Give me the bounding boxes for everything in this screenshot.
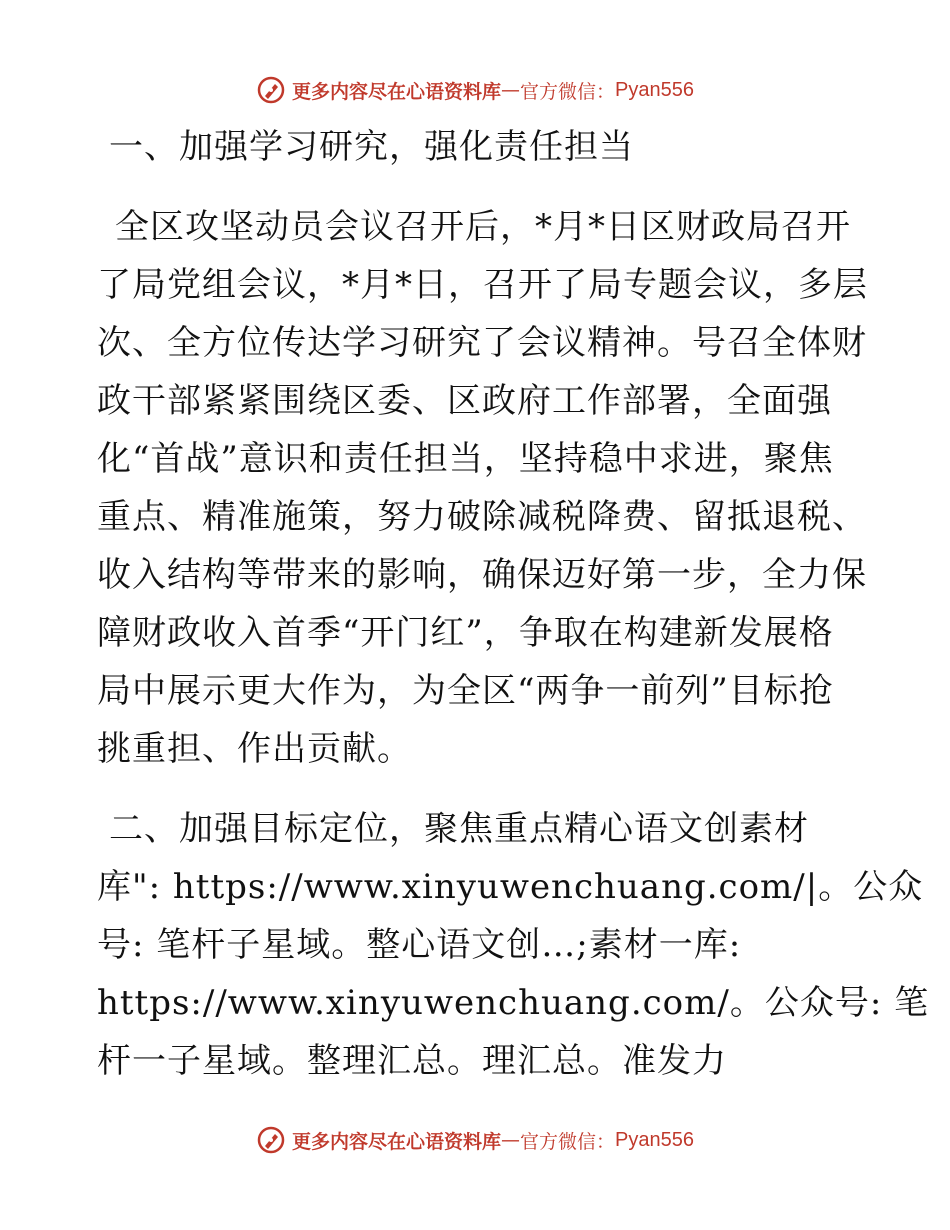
watermark-label: 官方微信： xyxy=(520,80,616,103)
pen-logo-icon xyxy=(256,75,286,105)
paragraph-line: 局中展示更大作为，为全区“两争一前列”目标抢 xyxy=(97,671,834,711)
paragraph-line: 次、全方位传达学习研究了会议精神。号召全体财 xyxy=(97,323,867,363)
paragraph-line: 库": https://www.xinyuwenchuang.com/|。公众 xyxy=(97,867,924,907)
paragraph-line: 挑重担、作出贡献。 xyxy=(97,729,412,769)
paragraph-line: 化“首战”意识和责任担当，坚持稳中求进，聚焦 xyxy=(97,439,834,479)
watermark-wechat-id: Pyan556 xyxy=(615,1128,694,1151)
section-heading-1: 一、加强学习研究，强化责任担当 xyxy=(109,127,634,167)
paragraph-line: 杆一子星域。整理汇总。理汇总。准发力 xyxy=(97,1041,727,1081)
paragraph-line: 障财政收入首季“开门红”，争取在构建新发展格 xyxy=(97,613,834,653)
section-heading-2: 二、加强目标定位，聚焦重点精心语文创素材 xyxy=(109,809,809,849)
paragraph-line: 重点、精准施策，努力破除减税降费、留抵退税、 xyxy=(97,497,867,537)
watermark-main-text: 更多内容尽在心语资料库 xyxy=(292,80,502,103)
watermark-main-text: 更多内容尽在心语资料库 xyxy=(292,1130,502,1153)
paragraph-line: 全区攻坚动员会议召开后，*月*日区财政局召开 xyxy=(115,207,851,247)
paragraph-line: 了局党组会议，*月*日，召开了局专题会议，多层 xyxy=(97,265,868,305)
watermark-separator: — xyxy=(501,1129,521,1151)
document-body xyxy=(97,118,930,1090)
watermark-label: 官方微信： xyxy=(520,1130,616,1153)
paragraph-1 xyxy=(97,198,868,778)
watermark-banner-top xyxy=(0,70,950,110)
watermark-separator: — xyxy=(501,79,521,101)
watermark-wechat-id: Pyan556 xyxy=(615,78,694,101)
watermark-banner-bottom xyxy=(0,1120,950,1160)
paragraph-line: 政干部紧紧围绕区委、区政府工作部署，全面强 xyxy=(97,381,832,421)
paragraph-line: https://www.xinyuwenchuang.com/。公众号: 笔 xyxy=(97,983,930,1023)
paragraph-2 xyxy=(97,858,930,1090)
paragraph-line: 号: 笔杆子星域。整心语文创…;素材一库: xyxy=(97,925,742,965)
pen-logo-icon xyxy=(256,1125,286,1155)
paragraph-line: 收入结构等带来的影响，确保迈好第一步，全力保 xyxy=(97,555,867,595)
